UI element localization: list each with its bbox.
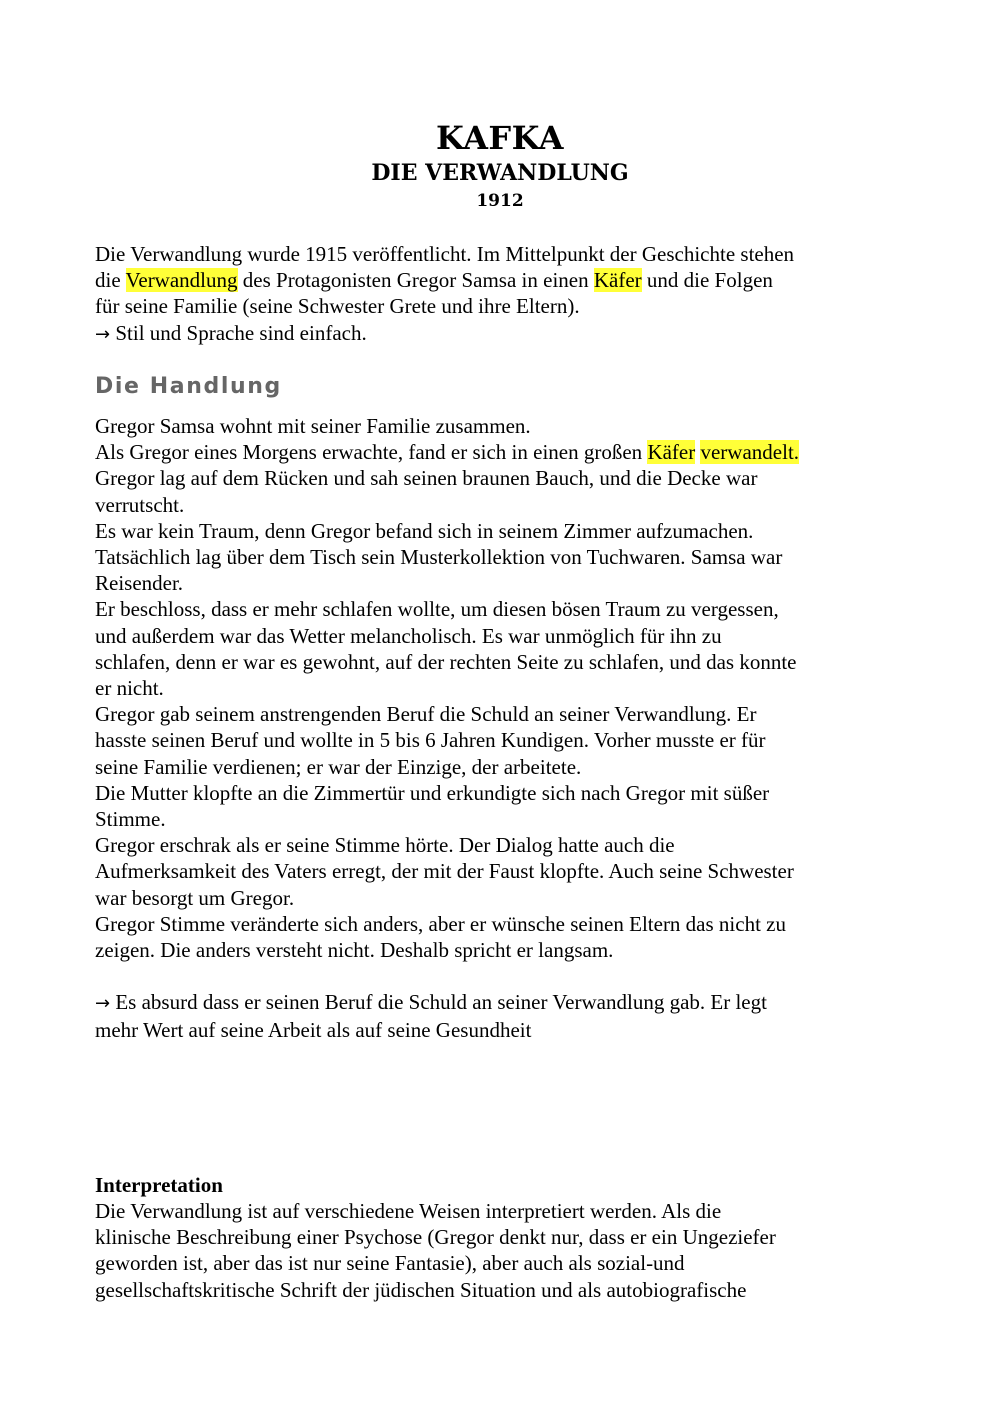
intro-line: für seine Familie (seine Schwester Grete und ihre Eltern). <box>95 294 580 319</box>
conclusion-line <box>95 989 910 1017</box>
body-line: er nicht. <box>95 676 164 701</box>
body-line: Tatsächlich lag über dem Tisch sein Musterkollektion von Tuchwaren. Samsa war <box>95 545 783 570</box>
conclusion-line: mehr Wert auf seine Arbeit als auf seine Gesundheit <box>95 1018 532 1043</box>
text-run: Als Gregor eines Morgens erwachte, fand er sich in einen großen <box>95 440 648 465</box>
text-run: die <box>95 268 126 293</box>
body-line: Es war kein Traum, denn Gregor befand sich in seinem Zimmer aufzumachen. <box>95 518 754 543</box>
document-subtitle: DIE VERWANDLUNG <box>371 160 629 186</box>
intro-paragraph <box>95 241 910 348</box>
body-line: schlafen, denn er war es gewohnt, auf der rechten Seite zu schlafen, und das konnte <box>95 649 797 674</box>
body-line: und außerdem war das Wetter melancholisch. Es war unmöglich für ihn zu <box>95 623 722 648</box>
interpretation-paragraph <box>95 1198 910 1303</box>
body-line: gesellschaftskritische Schrift der jüdischen Situation und als autobiografische <box>95 1277 747 1302</box>
body-line: Stimme. <box>95 807 166 832</box>
body-line: zeigen. Die anders versteht nicht. Deshalb spricht er langsam. <box>95 938 614 963</box>
body-line: war besorgt um Gregor. <box>95 885 295 910</box>
body-line: Reisender. <box>95 571 184 596</box>
highlighted-term: Verwandlung <box>125 268 238 293</box>
text-run: Es absurd dass er seinen Beruf die Schuld an seiner Verwandlung gab. Er legt <box>110 990 767 1014</box>
highlighted-term: verwandelt. <box>700 440 800 465</box>
body-line: Die Verwandlung ist auf verschiedene Weisen interpretiert werden. Als die <box>95 1199 722 1223</box>
body-line: seine Familie verdienen; er war der Einzige, der arbeitete. <box>95 754 582 779</box>
highlighted-term: Käfer <box>593 268 642 293</box>
handlung-conclusion <box>95 989 910 1043</box>
document-year: 1912 <box>476 191 524 211</box>
arrow-right-icon: → <box>95 323 111 345</box>
section-heading-interpretation: Interpretation <box>95 1173 223 1197</box>
intro-conclusion <box>95 320 910 348</box>
body-line: Gregor Samsa wohnt mit seiner Familie zusammen. <box>95 414 531 438</box>
highlighted-term: Käfer <box>647 440 696 465</box>
arrow-right-icon: → <box>95 993 111 1014</box>
body-line: Gregor gab seinem anstrengenden Beruf die Schuld an seiner Verwandlung. Er <box>95 702 757 727</box>
body-line: Die Mutter klopfte an die Zimmertür und erkundigte sich nach Gregor mit süßer <box>95 780 770 805</box>
body-line: Aufmerksamkeit des Vaters erregt, der mit der Faust klopfte. Auch seine Schwester <box>95 859 794 884</box>
body-line: verrutscht. <box>95 492 185 517</box>
intro-line <box>95 267 910 293</box>
body-line: klinische Beschreibung einer Psychose (Gregor denkt nur, dass er ein Ungeziefer <box>95 1225 776 1250</box>
text-run: des Protagonisten Gregor Samsa in einen <box>237 268 594 293</box>
body-line: Gregor erschrak als er seine Stimme hörte. Der Dialog hatte auch die <box>95 833 675 858</box>
title-block <box>0 118 1000 214</box>
section-heading-handlung: Die Handlung <box>95 374 282 399</box>
body-line: hasste seinen Beruf und wollte in 5 bis 6 Jahren Kundigen. Vorher musste er für <box>95 728 766 753</box>
document-title: KAFKA <box>436 119 564 157</box>
body-line: Gregor Stimme veränderte sich anders, aber er wünsche seinen Eltern das nicht zu <box>95 911 786 936</box>
body-line: Er beschloss, dass er mehr schlafen wollte, um diesen bösen Traum zu vergessen, <box>95 597 779 622</box>
body-line: Gregor lag auf dem Rücken und sah seinen braunen Bauch, und die Decke war <box>95 466 758 491</box>
body-line: geworden ist, aber das ist nur seine Fantasie), aber auch als sozial-und <box>95 1251 685 1276</box>
text-run: Stil und Sprache sind einfach. <box>110 320 367 345</box>
text-run: und die Folgen <box>641 268 773 293</box>
body-line <box>95 439 910 465</box>
handlung-paragraph <box>95 413 910 963</box>
intro-line: Die Verwandlung wurde 1915 veröffentlicht. Im Mittelpunkt der Geschichte stehen <box>95 242 795 266</box>
